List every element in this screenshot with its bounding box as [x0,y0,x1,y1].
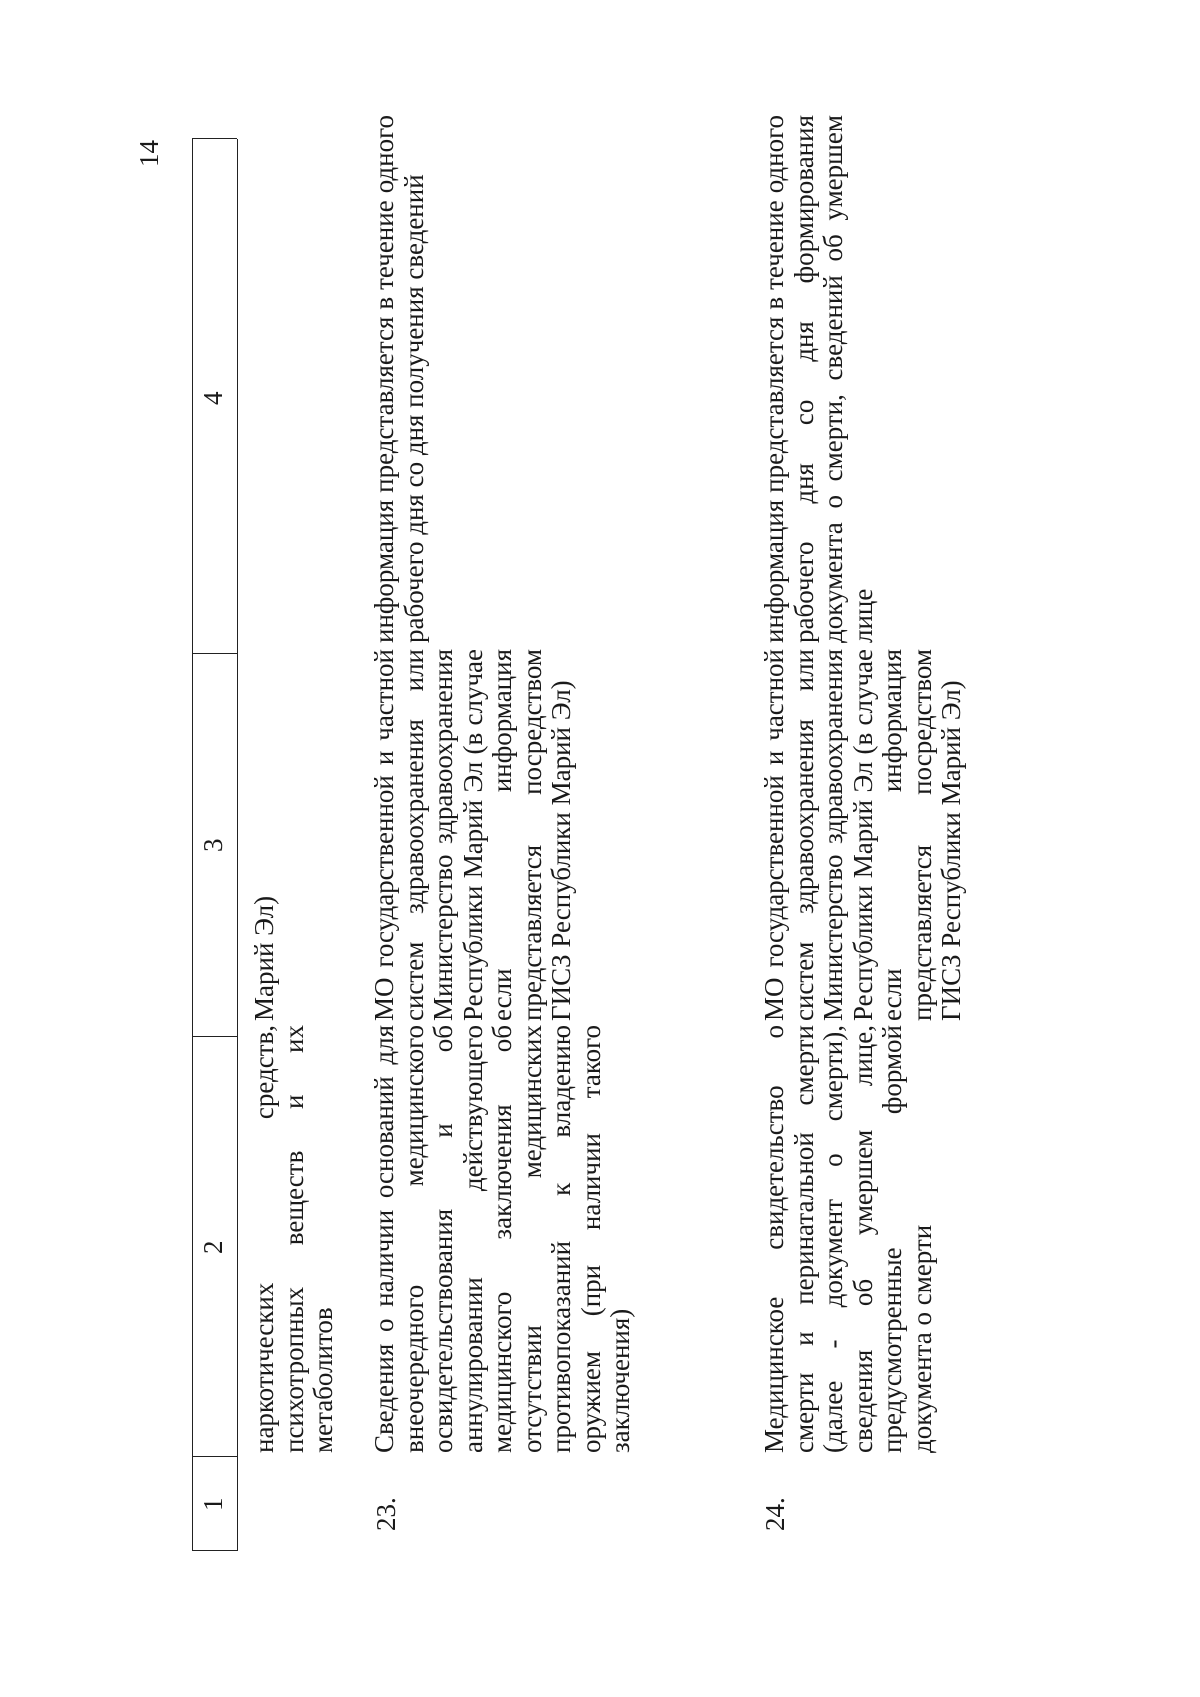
row-23-number: 23. [371,1497,401,1531]
row-23-col4: информация представляется в течение одного рабочего дня со дня получения сведений [369,115,429,643]
row-24-col3: МО государственной и частной систем здравоохранения или Министерство здравоохранения Республики Марий Эл (в случае если информация представляется посредством ГИСЗ Республики Марий Эл) [759,649,966,1021]
column-header-3: 3 [198,838,228,852]
row-24-col4: информация представляется в течение одного рабочего дня со дня формирования документа о смерти, сведений об умершем лице [759,115,878,643]
row-23-col3: МО государственной и частной систем здравоохранения или Министерство здравоохранения Республики Марий Эл (в случае если информация представляется посредством ГИСЗ Республики Марий Эл) [369,649,576,1021]
column-divider [192,1036,237,1037]
table-left-border [192,1550,237,1551]
column-header-1: 1 [198,1497,228,1511]
row-24-col2: Медицинское свидетельство о смерти и перинатальной смерти (далее - документ о смерти), сведения об умершем лице, предусмотренные формой документа о смерти [759,1025,937,1453]
column-divider [192,1456,237,1457]
table-right-border [192,138,237,139]
header-bottom-border [237,139,238,1551]
column-header-2: 2 [198,1240,228,1254]
table-top-border [192,139,193,1551]
row-23-col2: Сведения о наличии оснований для внеочередного медицинского освидетельствования и об аннулировании действующего медицинского заключения об отсутствии медицинских противопоказаний к владению оружием (при наличии такого заключения) [369,1025,635,1453]
row-continuation-col2: наркотических средств, психотропных веществ и их метаболитов [249,1025,338,1453]
column-header-4: 4 [198,391,228,405]
column-divider [192,653,237,654]
page-number: 14 [134,140,164,167]
row-continuation-col3: Марий Эл) [249,895,279,1021]
row-24-number: 24. [760,1497,790,1531]
